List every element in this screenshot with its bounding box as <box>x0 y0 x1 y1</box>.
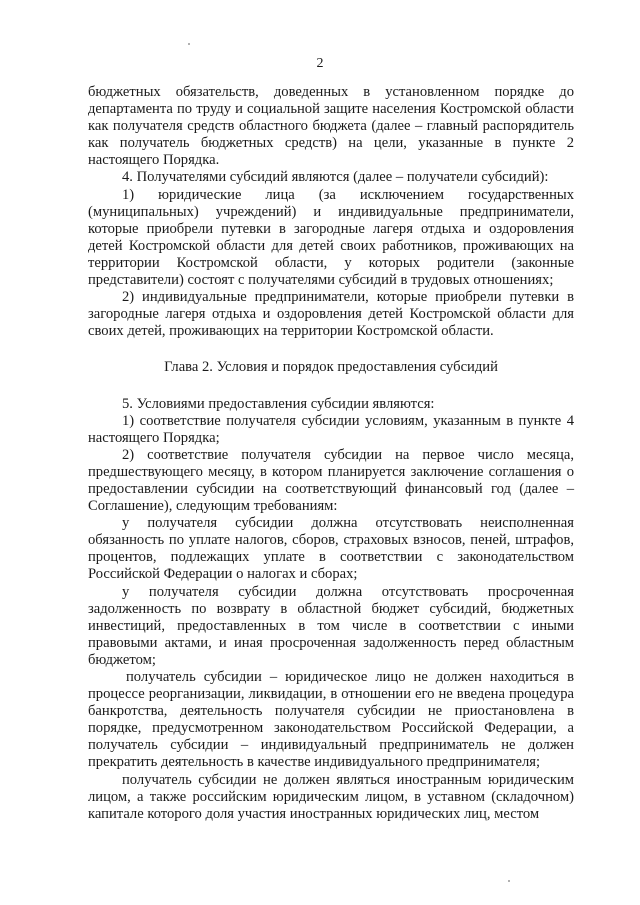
paragraph-continuation: бюджетных обязательств, доведенных в установленном порядке до департамента по труду и социальной защите населения Костромской области как получателя средств областного бюджета (далее – главный распорядитель как получатель бюджетных средств) на цели, указанные в пункте 2 настоящего Порядка. <box>88 84 574 169</box>
page-number: 2 <box>316 56 324 71</box>
scan-speck <box>508 880 510 882</box>
paragraph-item-4-2: 2) индивидуальные предприниматели, которые приобрели путевки в загородные лагеря отдыха и оздоровления детей Костромской области для своих детей, проживающих на территории Костромской области. <box>88 289 574 340</box>
paragraph-requirement-taxes: у получателя субсидии должна отсутствовать неисполненная обязанность по уплате налогов, сборов, страховых взносов, пеней, штрафов, процентов, подлежащих уплате в соответствии с законодательством Российской Федерации о налогах и сборах; <box>88 515 574 583</box>
paragraph-item-4-1: 1) юридические лица (за исключением государственных (муниципальных) учреждений) и индивидуальные предприниматели, которые приобрели путевки в загородные лагеря отдыха и оздоровления детей Костромской области для детей своих работников, проживающих на территории Костромской области, у которых родители (законные представители) состоят с получателями субсидий в трудовых отношениях; <box>88 186 574 289</box>
paragraph-requirement-foreign: получатель субсидии не должен являться иностранным юридическим лицом, а также российским юридическим лицом, в уставном (складочном) капитале которого доля участия иностранных юридических лиц, местом <box>88 771 574 822</box>
paragraph-item-5: 5. Условиями предоставления субсидии являются: <box>122 395 435 412</box>
document-body <box>88 84 574 823</box>
paragraph-item-4: 4. Получателями субсидий являются (далее – получатели субсидий): <box>122 169 549 186</box>
paragraph-requirement-reorganization: получатель субсидии – юридическое лицо не должен находиться в процессе реорганизации, ликвидации, в отношении его не введена процедура банкротства, деятельность получателя субсидии не приостановлена в порядке, предусмотренном законодательством Российской Федерации, а получатель субсидии – индивидуальный предприниматель не должен прекратить деятельность в качестве индивидуального предпринимателя; <box>88 669 574 771</box>
paragraph-item-5-1: 1) соответствие получателя субсидии условиям, указанным в пункте 4 настоящего Порядка; <box>88 412 574 446</box>
chapter-heading: Глава 2. Условия и порядок предоставления субсидий <box>164 359 498 376</box>
paragraph-requirement-debt: у получателя субсидии должна отсутствовать просроченная задолженность по возврату в областной бюджет субсидий, бюджетных инвестиций, предоставленных в том числе в соответствии с иными правовыми актами, и иная просроченная задолженность перед областным бюджетом; <box>88 583 574 668</box>
paragraph-item-5-2: 2) соответствие получателя субсидии на первое число месяца, предшествующего месяцу, в котором планируется заключение соглашения о предоставлении субсидии на соответствующий финансовый год (далее – Соглашение), следующим требованиям: <box>88 446 574 515</box>
scan-speck <box>188 43 190 45</box>
